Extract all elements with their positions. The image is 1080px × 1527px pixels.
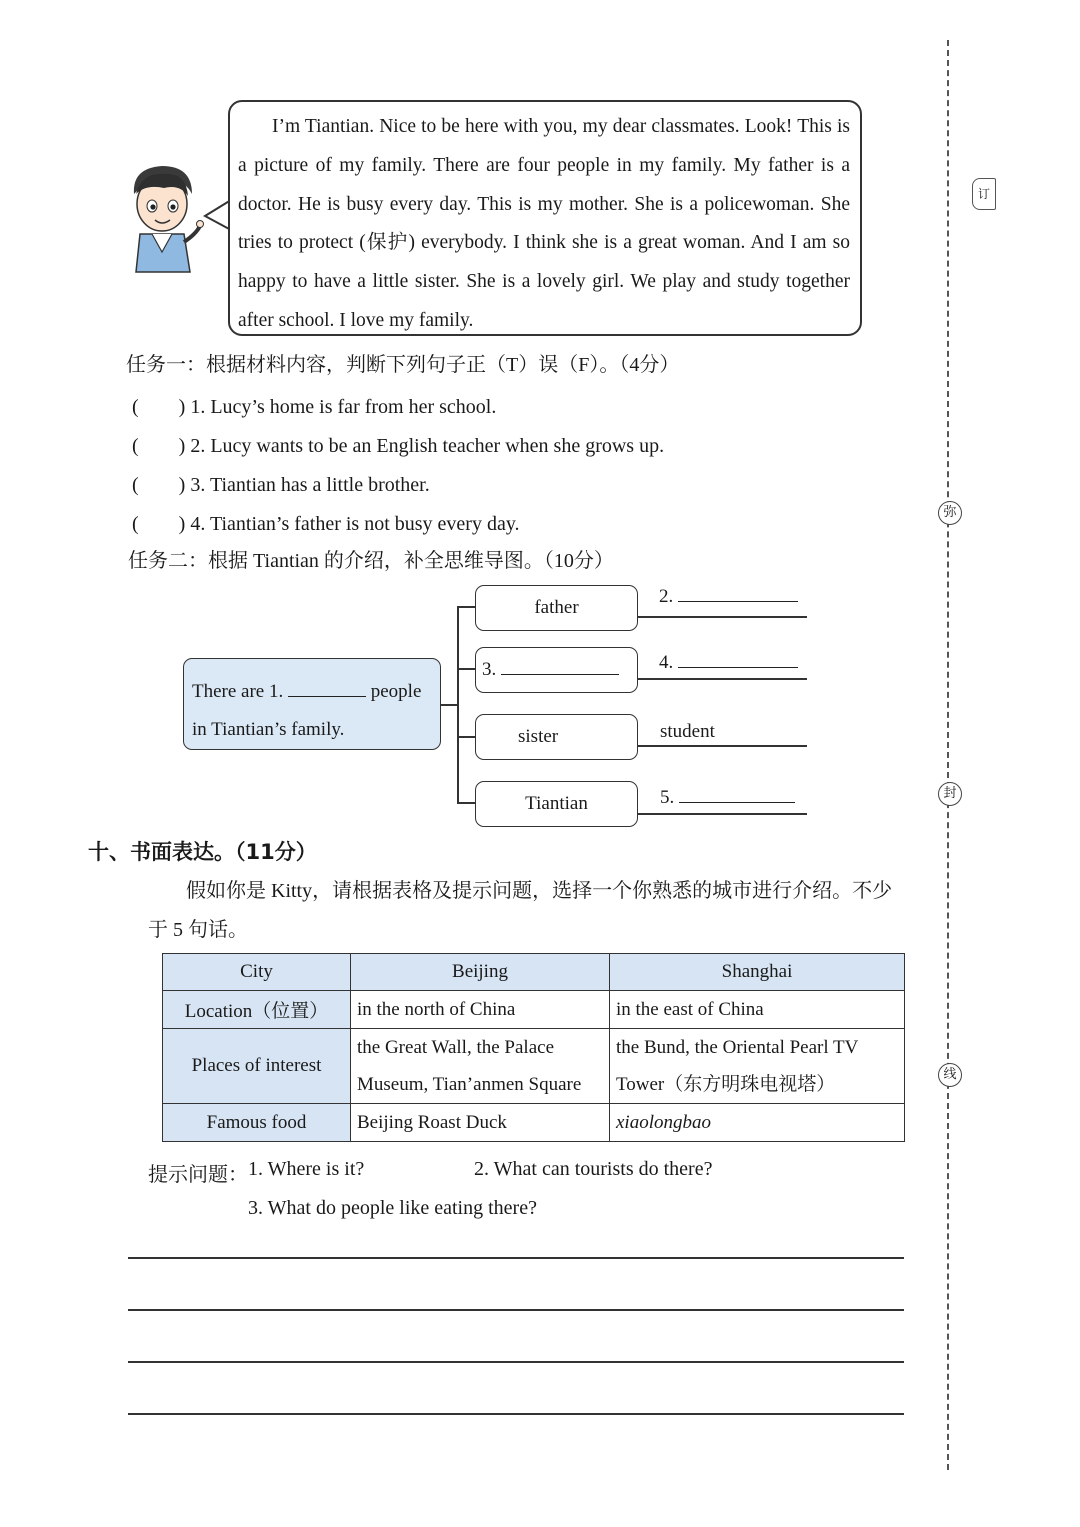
task1-item-3: ( ) 3. Tiantian has a little brother. [132, 474, 430, 496]
answer-blank-5[interactable] [679, 802, 795, 803]
speech-bubble [228, 100, 862, 336]
cell-beijing-food: Beijing Roast Duck [351, 1104, 610, 1142]
branch-tiantian [475, 781, 638, 827]
task2-title: 任务二：根据 Tiantian 的介绍，补全思维导图。（10分） [128, 550, 614, 572]
connector-tiantian [457, 802, 475, 804]
row-label-places: Places of interest [163, 1029, 351, 1104]
prompt-q1: 1. Where is it? [248, 1158, 365, 1180]
branch-sister-label: sister [518, 726, 559, 747]
seal-feng: 封 [938, 782, 962, 806]
branch-mother [475, 647, 638, 693]
cell-beijing-location: in the north of China [351, 991, 610, 1029]
prompt-q3: 3. What do people like eating there? [248, 1197, 537, 1219]
section10-instruction-2: 于 5 句话。 [148, 919, 248, 941]
underline-tiantian [638, 813, 807, 815]
answer-blank-2[interactable] [678, 601, 798, 602]
task1-item-4: ( ) 4. Tiantian’s father is not busy every day. [132, 513, 520, 535]
cell-shanghai-location: in the east of China [610, 991, 905, 1029]
passage-text: I’m Tiantian. Nice to be here with you, my dear classmates. Look! This is a picture of my family. There are four people in my family. My father is a doctor. He is busy every day. This is my mother. She is a policewoman. She tries to protect (保护) everybody. I think she is a great woman. And I am so happy to have a little sister. She is a lovely girl. We play and study together after school. I love my family. [238, 116, 850, 331]
boy-avatar-icon [122, 160, 204, 278]
answer-prefix-4: 4. [659, 652, 674, 673]
answer-prefix-5: 5. [660, 787, 675, 808]
connector-root [441, 704, 458, 706]
branch-sister [475, 714, 638, 760]
header-city: City [163, 954, 351, 991]
cell-shanghai-places-line2: Tower（东方明珠电视塔） [616, 1074, 836, 1095]
answer-slot-2 [659, 586, 798, 608]
answer-blank-4[interactable] [678, 667, 798, 668]
mindmap-root [183, 658, 441, 750]
connector-mother [457, 668, 475, 670]
connector-trunk [457, 606, 459, 802]
root-suffix: people [370, 681, 422, 702]
underline-father [638, 616, 807, 618]
answer-sister: student [660, 721, 715, 742]
root-prefix: There are 1. [192, 681, 284, 702]
cell-beijing-places-line2: Museum, Tian’anmen Square [357, 1074, 582, 1095]
answer-slot-4 [659, 652, 798, 674]
writing-line[interactable] [128, 1309, 904, 1311]
table-header-row [163, 954, 905, 991]
table-row [163, 991, 905, 1029]
section10-title: 十、书面表达。（11分） [88, 840, 317, 864]
task1-item-1: ( ) 1. Lucy’s home is far from her school. [132, 396, 497, 418]
city-table [162, 953, 905, 1142]
branch-tiantian-label: Tiantian [525, 793, 588, 814]
answer-blank-3[interactable] [501, 674, 619, 675]
row-label-food: Famous food [163, 1104, 351, 1142]
table-row [163, 1029, 905, 1104]
writing-line[interactable] [128, 1413, 904, 1415]
table-row [163, 1104, 905, 1142]
cell-shanghai-places [610, 1029, 905, 1104]
cell-shanghai-food: xiaolongbao [610, 1104, 905, 1142]
header-beijing: Beijing [351, 954, 610, 991]
branch-father-label: father [534, 597, 579, 618]
seal-mi: 弥 [938, 501, 962, 525]
prompt-q2: 2. What can tourists do there? [474, 1158, 713, 1180]
answer-slot-5 [660, 787, 795, 809]
branch-father [475, 585, 638, 631]
cell-beijing-places-line1: the Great Wall, the Palace [357, 1037, 555, 1058]
root-line2: in Tiantian’s family. [192, 719, 345, 740]
cell-shanghai-places-line1: the Bund, the Oriental Pearl TV [616, 1037, 859, 1058]
underline-sister [638, 745, 807, 747]
task1-item-2: ( ) 2. Lucy wants to be an English teacher when she grows up. [132, 435, 665, 457]
connector-sister [457, 736, 475, 738]
writing-line[interactable] [128, 1361, 904, 1363]
underline-mother [638, 678, 807, 680]
prompts-label: 提示问题： [148, 1164, 248, 1186]
binding-dashed-line [947, 40, 949, 1470]
seal-xian: 线 [938, 1063, 962, 1087]
task1-title: 任务一：根据材料内容，判断下列句子正（T）误（F）。（4分） [126, 354, 680, 376]
writing-line[interactable] [128, 1257, 904, 1259]
header-shanghai: Shanghai [610, 954, 905, 991]
row-label-location: Location（位置） [163, 991, 351, 1029]
answer-prefix-2: 2. [659, 586, 674, 607]
connector-father [457, 606, 475, 608]
cell-beijing-places [351, 1029, 610, 1104]
answer-blank-1[interactable] [288, 696, 366, 697]
section10-instruction-1: 假如你是 Kitty，请根据表格及提示问题，选择一个你熟悉的城市进行介绍。不少 [186, 880, 893, 902]
corner-mark: 订 [972, 178, 996, 210]
branch-mother-label: 3. [482, 659, 497, 680]
